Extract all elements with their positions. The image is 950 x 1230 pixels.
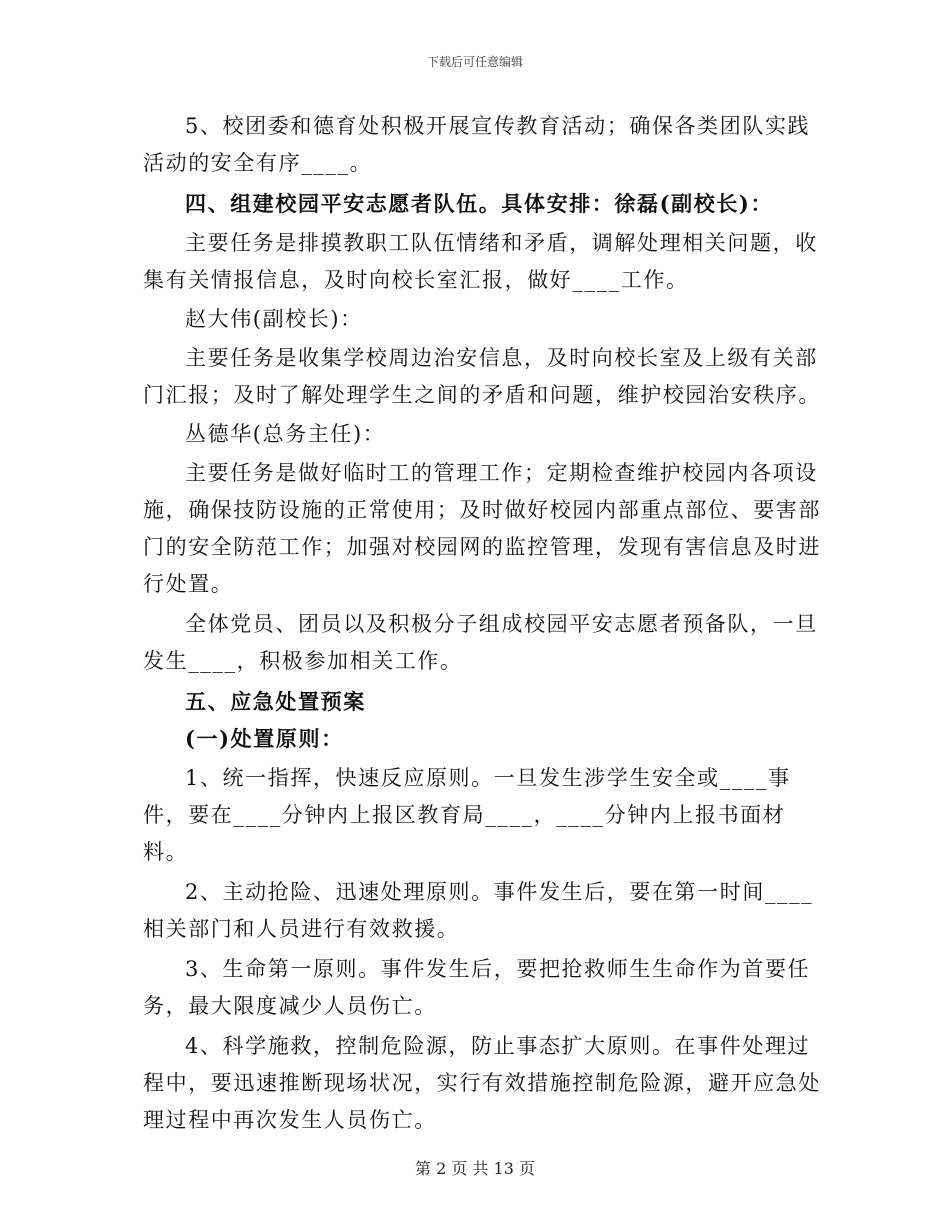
principle-1: 1、统一指挥，快速反应原则。一旦发生涉学生安全或____事件，要在____分钟内上报区教育局____，____分钟内上报书面材料。 xyxy=(143,766,791,864)
page-footer: 第 2 页 共 13 页 xyxy=(415,1159,535,1178)
paragraph-cong-dehua-duties: 主要任务是做好临时工的管理工作；定期检查维护校园内各项设施，确保技防设施的正常使用；及时做好校园内部重点部位、要害部门的安全防范工作；加强对校园网的监控管理，发现有害信息及时进行处置。 xyxy=(143,461,821,596)
principle-2: 2、主动抢险、迅速处理原则。事件发生后，要在第一时间____相关部门和人员进行有效救援。 xyxy=(143,880,814,941)
paragraph-xu-lei-duties: 主要任务是排摸教职工队伍情绪和矛盾，调解处理相关问题，收集有关情报信息，及时向校长室汇报，做好____工作。 xyxy=(143,231,818,292)
section-heading-4: 四、组建校园平安志愿者队伍。具体安排：徐磊(副校长)： xyxy=(185,191,774,216)
paragraph-zhao-dawei-duties: 主要任务是收集学校周边治安信息，及时向校长室及上级有关部门汇报；及时了解处理学生之间的矛盾和问题，维护校园治安秩序。 xyxy=(143,346,821,407)
principle-4: 4、科学施救，控制危险源，防止事态扩大原则。在事件处理过程中，要迅速推断现场状况，实行有效措施控制危险源，避开应急处理过程中再次发生人员伤亡。 xyxy=(143,1034,821,1132)
section-heading-5: 五、应急处置预案 xyxy=(185,689,366,714)
paragraph-zhao-dawei-title: 赵大伟(副校长)： xyxy=(185,307,363,331)
paragraph-item-5: 5、校团委和德育处积极开展宣传教育活动；确保各类团队实践活动的安全有序____。 xyxy=(143,114,811,175)
document-body xyxy=(143,108,823,1139)
page-header: 下载后可任意编辑 xyxy=(426,55,523,69)
principle-3: 3、生命第一原则。事件发生后，要把抢救师生生命作为首要任务，最大限度减少人员伤亡。 xyxy=(143,957,811,1018)
paragraph-cong-dehua-title: 丛德华(总务主任)： xyxy=(185,422,386,446)
paragraph-volunteer-reserve: 全体党员、团员以及积极分子组成校园平安志愿者预备队，一旦发生____，积极参加相关工作。 xyxy=(143,612,818,673)
subsection-heading-principles: (一)处置原则： xyxy=(185,726,344,751)
